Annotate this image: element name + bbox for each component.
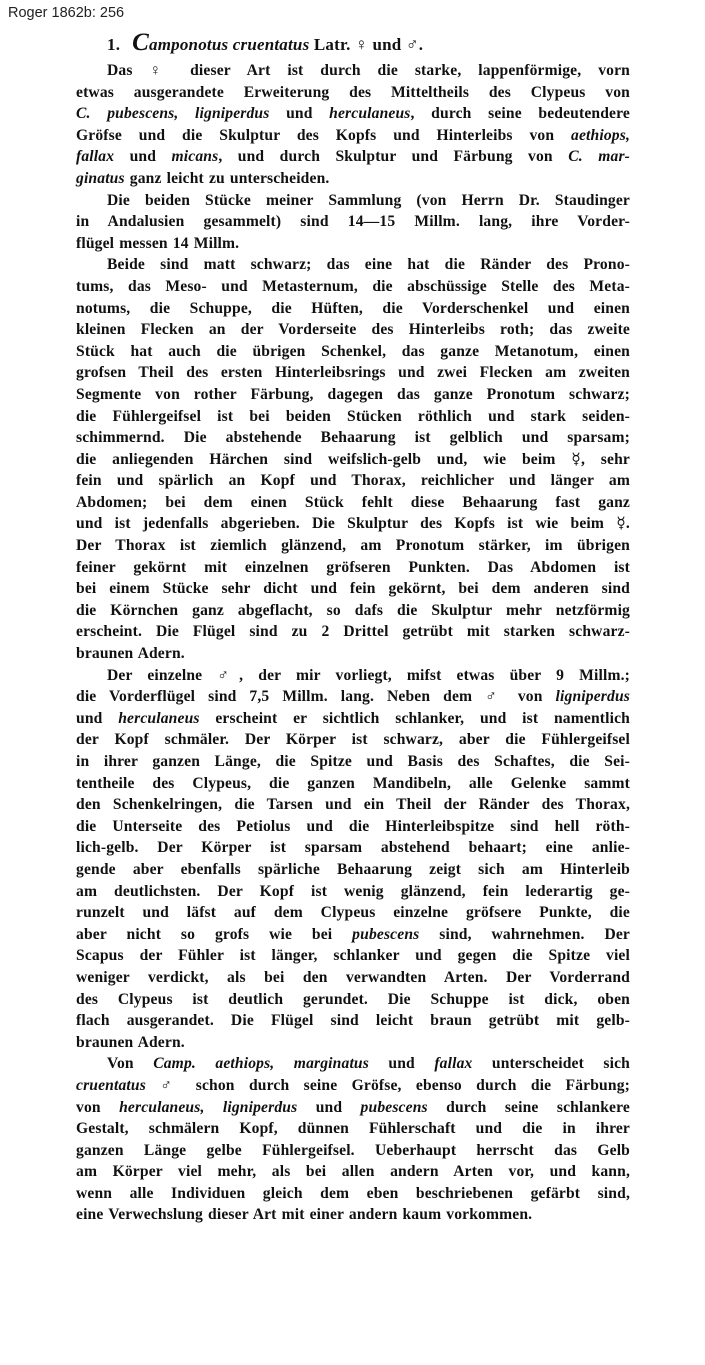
italic-text: pubescens xyxy=(352,925,420,943)
text-line xyxy=(76,686,630,708)
text-run: in Andalusien gesammelt) sind 14—15 Millm. lang, ihre Vorder- xyxy=(76,213,630,231)
text-run: feiner gekörnt mit einzelnen gröfseren Punkten. Das Abdomen ist xyxy=(76,558,630,576)
text-line xyxy=(76,773,630,795)
text-line xyxy=(76,298,630,320)
text-run: am deutlichsten. Der Kopf ist wenig glänzend, fein lederartig ge- xyxy=(76,882,630,900)
text-line xyxy=(76,1140,630,1162)
text-run: am Körper viel mehr, als bei allen andern Arten vor, und kann, xyxy=(76,1163,630,1181)
paragraph xyxy=(76,665,630,1054)
text-run: , durch seine bedeutendere xyxy=(410,105,630,123)
text-run: ♂ schon durch seine Gröfse, ebenso durch die Färbung; xyxy=(145,1076,630,1094)
text-line xyxy=(76,1032,630,1054)
text-run: grofsen Theil des ersten Hinterleibsrings und zwei Flecken am zweiten xyxy=(76,364,630,382)
text-line xyxy=(76,82,630,104)
species-heading xyxy=(76,30,630,58)
text-run: erscheint er sichtlich schlanker, und ist namentlich xyxy=(199,709,630,727)
text-run: etwas ausgerandete Erweiterung des Mitteltheils des Clypeus von xyxy=(76,83,630,101)
text-run: Abdomen; bei dem einen Stück fehlt diese Behaarung fast ganz xyxy=(76,493,630,511)
italic-text: C. mar- xyxy=(568,148,631,166)
text-run: durch seine schlankere xyxy=(427,1098,630,1116)
text-run: tentheile des Clypeus, die ganzen Mandibeln, alle Gelenke sammt xyxy=(76,774,630,792)
text-line xyxy=(76,578,630,600)
text-line xyxy=(76,1010,630,1032)
text-run: flach ausgerandet. Die Flügel sind leicht braun getrübt mit gelb- xyxy=(76,1012,630,1030)
text-line xyxy=(76,1097,630,1119)
species-number: 1. xyxy=(107,35,121,54)
text-run: die Fühlergeifsel ist bei beiden Stücken röthlich und stark seiden- xyxy=(76,407,630,425)
text-run: die Unterseite des Petiolus und die Hinterleibspitze sind hell röth- xyxy=(76,817,630,835)
text-run: gende aber ebenfalls spärliche Behaarung zeigt sich am Hinterleib xyxy=(76,860,630,878)
text-line xyxy=(76,708,630,730)
text-line xyxy=(76,989,630,1011)
text-run: und ist jedenfalls abgerieben. Die Skulptur des Kopfs ist wie beim ☿. xyxy=(76,515,630,533)
text-run: die anliegenden Härchen sind weifslich-gelb und, wie beim ☿, sehr xyxy=(76,450,630,468)
italic-text: herculaneus xyxy=(118,709,200,727)
text-run: Beide sind matt schwarz; das eine hat die Ränder des Prono- xyxy=(107,256,630,274)
text-run: ganz leicht zu unterscheiden. xyxy=(124,169,330,187)
paragraph xyxy=(76,60,630,190)
text-line xyxy=(76,190,630,212)
body-text xyxy=(76,60,630,1226)
text-run: Der Thorax ist ziemlich glänzend, am Pronotum stärker, im übrigen xyxy=(76,537,630,555)
text-line xyxy=(76,254,630,276)
text-run: und xyxy=(114,148,172,166)
text-run: der Kopf schmäler. Der Körper ist schwarz, aber die Fühlergeifsel xyxy=(76,731,630,749)
text-line xyxy=(76,276,630,298)
text-line xyxy=(76,233,630,255)
text-run: und xyxy=(269,105,330,123)
paragraph xyxy=(76,254,630,664)
text-line xyxy=(76,1075,630,1097)
text-run: von xyxy=(76,1098,120,1116)
text-run: Die beiden Stücke meiner Sammlung (von Herrn Dr. Staudinger xyxy=(107,191,630,209)
text-run: sind, wahrnehmen. Der xyxy=(419,925,630,943)
text-run: erscheint. Die Flügel sind zu 2 Drittel getrübt mit starken schwarz- xyxy=(76,623,630,641)
text-run: lich-gelb. Der Körper ist sparsam abstehend behaart; eine anlie- xyxy=(76,839,630,857)
text-line xyxy=(76,837,630,859)
text-run: in ihrer ganzen Länge, die Spitze und Basis des Schaftes, die Sei- xyxy=(76,753,630,770)
text-run: fein und spärlich an Kopf und Thorax, reichlicher und länger am xyxy=(76,472,630,490)
text-line xyxy=(76,945,630,967)
text-run: flügel messen 14 Millm. xyxy=(76,234,240,252)
text-run: unterscheidet sich xyxy=(472,1055,630,1073)
text-run: kleinen Flecken an der Vorderseite des Hinterleibs roth; das zweite xyxy=(76,321,630,339)
italic-text: ligniperdus xyxy=(555,688,630,706)
text-run: des Clypeus ist deutlich gerundet. Die Schuppe ist dick, oben xyxy=(76,990,630,1008)
text-line xyxy=(76,319,630,341)
text-line xyxy=(76,470,630,492)
species-author: Latr. ♀ und ♂. xyxy=(313,35,424,54)
italic-text: cruentatus xyxy=(76,1076,146,1094)
italic-text: C. pubescens, ligniperdus xyxy=(76,105,270,123)
text-run: Scapus der Fühler ist länger, schlanker und gegen die Spitze viel xyxy=(76,947,630,965)
text-run: und xyxy=(297,1098,361,1116)
text-line xyxy=(76,924,630,946)
text-run: Gröfse und die Skulptur des Kopfs und Hinterleibs von xyxy=(76,126,572,144)
paragraph xyxy=(76,1053,630,1226)
text-line xyxy=(76,492,630,514)
text-run: schimmernd. Die abstehende Behaarung ist gelblich und sparsam; xyxy=(76,429,630,447)
text-line xyxy=(76,1161,630,1183)
italic-text: fallax xyxy=(76,148,115,166)
text-run: ganzen Länge gelbe Fühlergeifsel. Ueberhaupt herrscht das Gelb xyxy=(76,1141,630,1159)
text-run: Von xyxy=(107,1055,154,1073)
text-run: Segmente von rother Färbung, dagegen das ganze Pronotum schwarz; xyxy=(76,385,630,403)
text-line xyxy=(76,600,630,622)
text-run: , und durch Skulptur und Färbung von xyxy=(218,148,569,166)
text-run: die Körnchen ganz abgeflacht, so dafs die Skulptur mehr netzförmig xyxy=(76,601,630,619)
text-line xyxy=(76,513,630,535)
italic-text: micans xyxy=(171,148,219,166)
paragraph xyxy=(76,190,630,255)
text-run: bei einem Stücke sehr dicht und fein gekörnt, bei dem anderen sind xyxy=(76,580,630,598)
text-line xyxy=(76,794,630,816)
text-line xyxy=(76,859,630,881)
text-run: Das ♀ dieser Art ist durch die starke, lappenförmige, vorn xyxy=(107,62,630,79)
text-line xyxy=(76,557,630,579)
text-run: Stück hat auch die übrigen Schenkel, das ganze Metanotum, einen xyxy=(76,342,630,360)
genus-initial: C xyxy=(132,29,150,56)
text-run: wenn alle Individuen gleich dem eben beschriebenen gefärbt sind, xyxy=(76,1184,630,1202)
text-line xyxy=(76,60,630,82)
italic-text: herculaneus xyxy=(329,105,411,123)
text-line xyxy=(76,211,630,233)
text-line xyxy=(76,643,630,665)
text-run: tums, das Meso- und Metasternum, die abschüssige Stelle des Meta- xyxy=(76,277,630,295)
text-run: aber nicht so grofs wie bei xyxy=(76,925,353,943)
text-line xyxy=(76,967,630,989)
text-run: weniger verdickt, als bei den verwandten Arten. Der Vorderrand xyxy=(76,968,630,986)
italic-text: herculaneus, ligniperdus xyxy=(119,1098,298,1116)
page-label: Roger 1862b: 256 xyxy=(8,5,125,21)
text-line xyxy=(76,1183,630,1205)
italic-text: aethiops, xyxy=(571,126,630,144)
text-run: und xyxy=(368,1055,435,1073)
text-line xyxy=(76,168,630,190)
italic-text: ginatus xyxy=(76,169,125,187)
genus-name-rest: amponotus xyxy=(149,35,229,54)
text-line xyxy=(76,1118,630,1140)
text-run: eine Verwechslung dieser Art mit einer andern kaum vorkommen. xyxy=(76,1206,533,1224)
text-line xyxy=(76,362,630,384)
italic-text: fallax xyxy=(434,1055,473,1073)
text-line xyxy=(76,341,630,363)
text-run: Der einzelne ♂, der mir vorliegt, mifst etwas über 9 Millm.; xyxy=(107,666,630,684)
italic-text: Camp. aethiops, marginatus xyxy=(153,1055,369,1073)
text-line xyxy=(76,881,630,903)
text-line xyxy=(76,146,630,168)
text-line xyxy=(76,125,630,147)
text-run: notums, die Schuppe, die Hüften, die Vorderschenkel und einen xyxy=(76,299,630,317)
text-line xyxy=(76,449,630,471)
text-run: braunen Adern. xyxy=(76,645,185,663)
text-run: runzelt und läfst auf dem Clypeus einzelne gröfsere Punkte, die xyxy=(76,904,630,922)
text-line xyxy=(76,751,630,773)
text-line xyxy=(76,103,630,125)
text-line xyxy=(76,665,630,687)
text-line xyxy=(76,902,630,924)
text-line xyxy=(76,621,630,643)
italic-text: pubescens xyxy=(360,1098,428,1116)
text-line xyxy=(76,816,630,838)
text-line xyxy=(76,729,630,751)
text-line xyxy=(76,384,630,406)
text-run: den Schenkelringen, die Tarsen und ein Theil der Ränder des Thorax, xyxy=(76,796,630,814)
text-line xyxy=(76,406,630,428)
text-run: Gestalt, schmälern Kopf, dünnen Fühlerschaft und die in ihrer xyxy=(76,1120,630,1138)
text-run: und xyxy=(76,709,119,727)
text-line xyxy=(76,1204,630,1226)
text-run: die Vorderflügel sind 7,5 Millm. lang. Neben dem ♂ von xyxy=(76,688,556,706)
article xyxy=(76,30,630,1226)
text-line xyxy=(76,535,630,557)
text-line xyxy=(76,427,630,449)
species-name: cruentatus xyxy=(232,35,310,54)
text-run: braunen Adern. xyxy=(76,1033,185,1051)
text-line xyxy=(76,1053,630,1075)
